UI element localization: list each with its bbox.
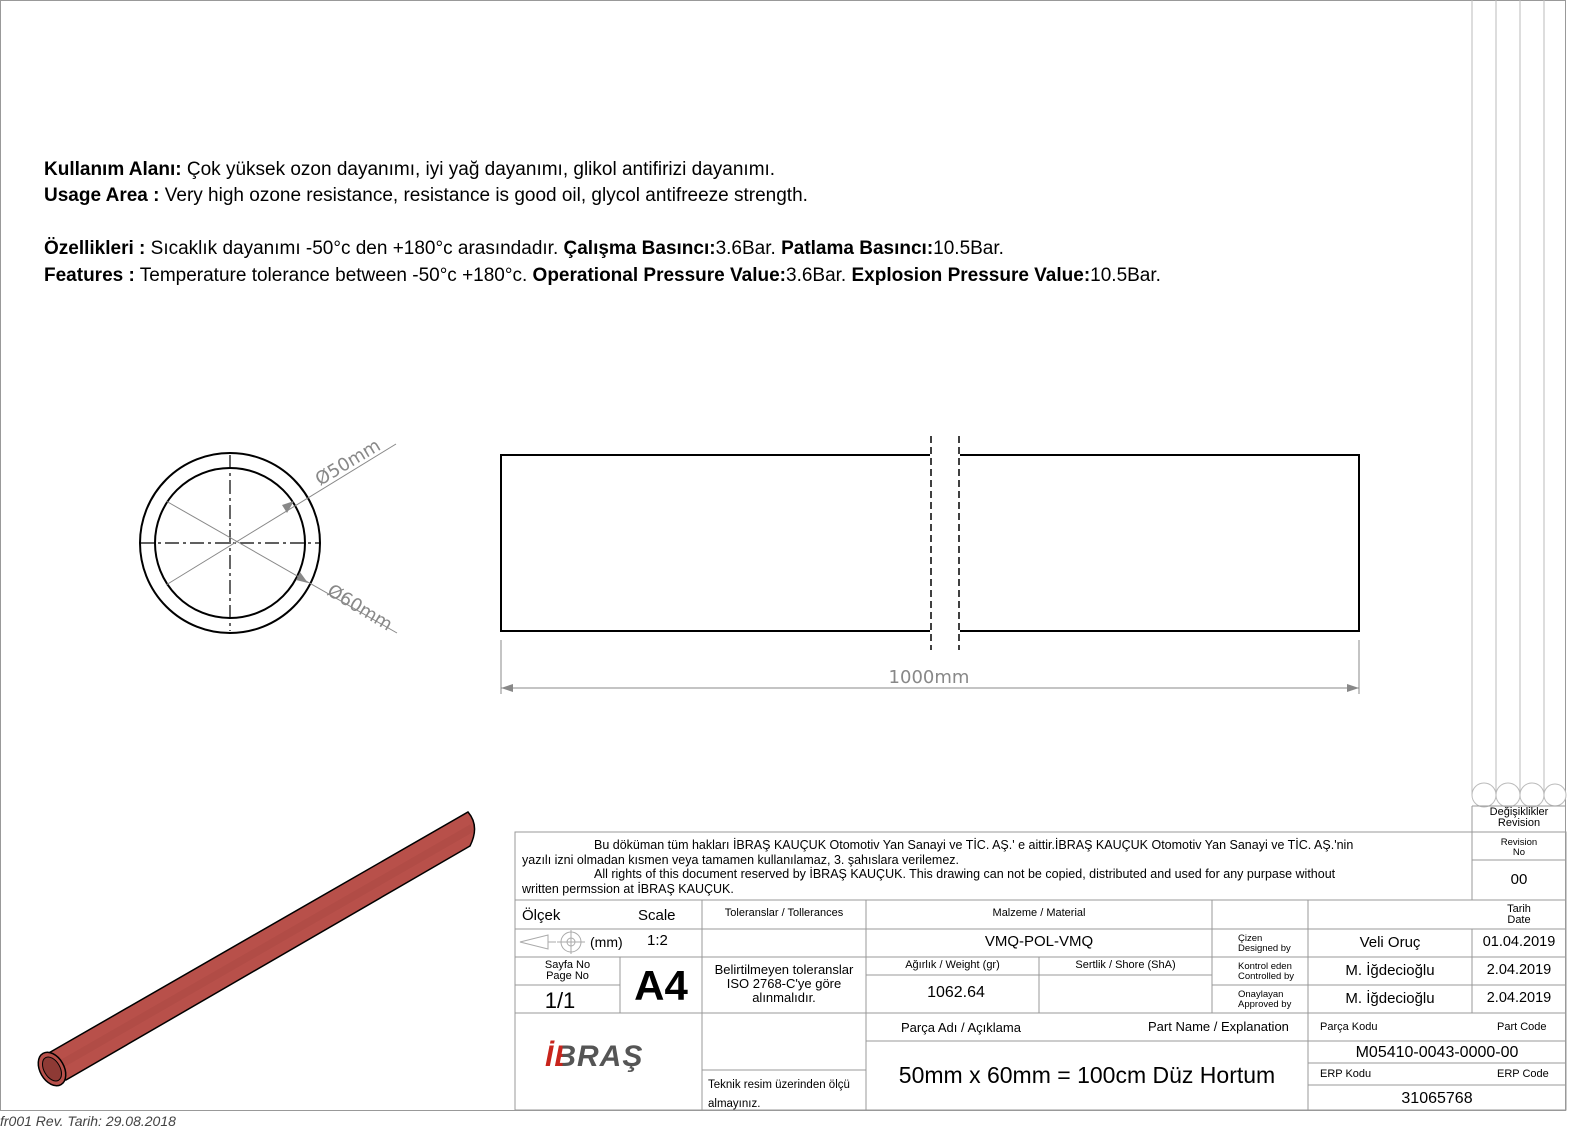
revision-header: Değişiklikler Revision (1489, 806, 1549, 829)
scale-value: 1:2 (647, 932, 668, 949)
scale-label-en: Scale (638, 907, 676, 924)
revision-value: 00 (1510, 871, 1528, 888)
part-name-value: 50mm x 60mm = 100cm Düz Hortum (898, 1062, 1276, 1088)
erp-code-value: 31065768 (1401, 1090, 1473, 1107)
isometric-hose-view (33, 812, 475, 1091)
tolerances-label: Toleranslar / Tollerances (724, 907, 844, 919)
measure-note: Teknik resim üzerinden ölçü almayınız. (708, 1079, 850, 1110)
scale-label-tr: Ölçek (522, 907, 561, 924)
side-view (501, 436, 1359, 694)
usage-area-tr: Kullanım Alanı: Çok yüksek ozon dayanımı, iyi yağ dayanımı, glikol antifirizi dayanımı. (44, 159, 776, 180)
tolerances-text: Belirtilmeyen toleranslar ISO 2768-C'ye göre alınmalıdır. (714, 962, 854, 1005)
revision-no-header: Revision No (1500, 837, 1538, 858)
part-code-label-en: Part Code (1497, 1021, 1547, 1033)
ibras-logo (545, 1040, 643, 1074)
sheet-size: A4 (634, 962, 688, 1009)
part-code-value: M05410-0043-0000-00 (1355, 1044, 1519, 1061)
length-label: 1000mm (888, 667, 970, 688)
material-value: VMQ-POL-VMQ (984, 933, 1094, 950)
outer-diameter-label: Ø60mm (323, 580, 397, 636)
designed-date: 01.04.2019 (1482, 934, 1556, 950)
approved-date: 2.04.2019 (1486, 990, 1552, 1006)
features-en: Features : Temperature tolerance between -50°c +180°c. Operational Pressure Value:3.6Bar. Explosion Pressure Value:10.5Bar. (44, 265, 1161, 286)
projection-symbol-icon (520, 930, 585, 954)
part-code-label-tr: Parça Kodu (1320, 1021, 1378, 1033)
approved-by-label: Onaylayan Approved by (1238, 989, 1292, 1010)
features-tr: Özellikleri : Sıcaklık dayanımı -50°c den +180°c arasındadır. Çalışma Basıncı:3.6Bar. Patlama Basıncı:10.5Bar. (44, 238, 1004, 259)
erp-code-label-en: ERP Code (1497, 1068, 1549, 1080)
designed-by-value: Veli Oruç (1359, 934, 1421, 951)
inner-diameter-label: Ø50mm (311, 435, 385, 491)
material-label: Malzeme / Material (992, 907, 1086, 919)
date-header: Tarih Date (1507, 903, 1531, 926)
logo-text: İBRAŞ (545, 1040, 644, 1073)
controlled-by-value: M. İğdecioğlu (1345, 962, 1435, 979)
designed-by-label: Çizen Designed by (1238, 933, 1291, 954)
erp-code-label-tr: ERP Kodu (1320, 1068, 1372, 1080)
copyright-notice: Bu döküman tüm hakları İBRAŞ KAUÇUK Otomotiv Yan Sanayi ve TİC. AŞ.' e aittir.İBRAŞ KAUÇUK Otomotiv Yan Sanayi ve TİC. AŞ.'nin yazılı izni olmadan kısmen veya tamamen kullanılamaz, 3. şahıslara verilemez. All rights of this document reserved by İBRAŞ KAUÇUK. This drawing can not be copied, distributed and used for any purpase without written permssion at İBRAŞ KAUÇUK. (522, 838, 1354, 896)
page-value: 1/1 (544, 988, 576, 1013)
cross-section-view (140, 435, 397, 635)
controlled-by-label: Kontrol eden Controlled by (1238, 961, 1294, 982)
unit-label: (mm) (590, 934, 623, 950)
weight-value: 1062.64 (927, 984, 985, 1001)
revision-margin (1472, 0, 1566, 807)
page-no-label: Sayfa No Page No (544, 959, 591, 982)
usage-area-en: Usage Area : Very high ozone resistance, resistance is good oil, glycol antifreeze strength. (44, 185, 808, 206)
weight-label: Ağırlık / Weight (gr) (905, 959, 1000, 971)
controlled-date: 2.04.2019 (1486, 962, 1552, 978)
form-reference: fr001 Rev. Tarih: 29.08.2018 (0, 1113, 176, 1129)
approved-by-value: M. İğdecioğlu (1345, 990, 1435, 1007)
part-name-label-en: Part Name / Explanation (1148, 1019, 1289, 1034)
part-name-label-tr: Parça Adı / Açıklama (901, 1020, 1021, 1035)
shore-label: Sertlik / Shore (ShA) (1075, 959, 1176, 971)
